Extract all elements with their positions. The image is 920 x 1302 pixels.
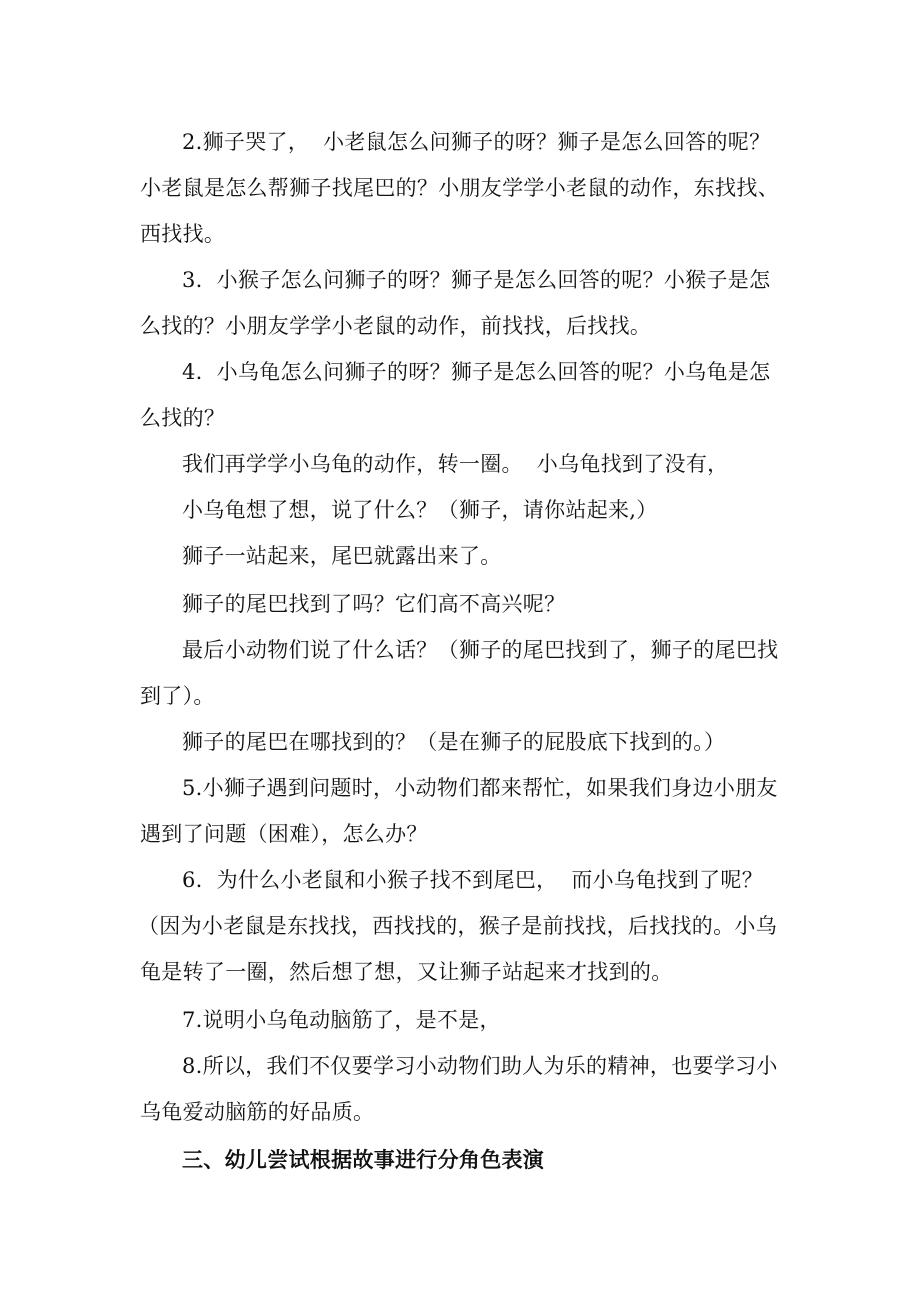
paragraph-line: 4. 小乌龟怎么问狮子的呀？狮子是怎么回答的呢？小乌龟是怎 — [182, 360, 771, 384]
paragraph-line: 狮子的尾巴在哪找到的？（是在狮子的屁股底下找到的。） — [182, 730, 726, 754]
paragraph-line: 3. 小猴子怎么问狮子的呀？狮子是怎么回答的呢？小猴子是怎 — [182, 268, 771, 292]
paragraph-line: 狮子一站起来，尾巴就露出来了。 — [182, 544, 502, 568]
paragraph-line: 最后小动物们说了什么话？（狮子的尾巴找到了，狮子的尾巴找 — [182, 638, 779, 662]
paragraph-line: 龟是转了一圈，然后想了想，又让狮子站起来才找到的。 — [140, 960, 673, 984]
paragraph-line: 7.说明小乌龟动脑筋了，是不是， — [182, 1008, 501, 1032]
paragraph-line: 2.狮子哭了， 小老鼠怎么问狮子的呀？狮子是怎么回答的呢？ — [182, 130, 771, 154]
section-heading: 三、幼儿尝试根据故事进行分角色表演 — [182, 1148, 545, 1172]
paragraph-line: （因为小老鼠是东找找，西找找的，猴子是前找找，后找找的。小乌 — [138, 914, 777, 938]
paragraph-line: 乌龟爱动脑筋的好品质。 — [140, 1100, 375, 1124]
paragraph-line: 么找的？小朋友学学小老鼠的动作，前找找，后找找。 — [140, 314, 652, 338]
paragraph-line: 我们再学学小乌龟的动作，转一圈。 小乌龟找到了没有， — [182, 452, 729, 476]
paragraph-line: 西找找。 — [140, 222, 226, 246]
paragraph-line: 6. 为什么小老鼠和小猴子找不到尾巴， 而小乌龟找到了呢？ — [182, 868, 764, 892]
paragraph-line: 8.所以，我们不仅要学习小动物们助人为乐的精神，也要学习小 — [182, 1054, 778, 1078]
paragraph-line: 遇到了问题（困难），怎么办？ — [140, 822, 428, 846]
paragraph-line: 狮子的尾巴找到了吗？它们高不高兴呢？ — [182, 592, 566, 616]
paragraph-line: 5.小狮子遇到问题时，小动物们都来帮忙，如果我们身边小朋友 — [182, 776, 778, 800]
paragraph-line: 到了）。 — [140, 684, 215, 708]
paragraph-line: 小乌龟想了想，说了什么？（狮子，请你站起来,） — [182, 498, 658, 522]
paragraph-line: 小老鼠是怎么帮狮子找尾巴的？小朋友学学小老鼠的动作，东找找、 — [140, 176, 779, 200]
paragraph-line: 么找的？ — [140, 406, 226, 430]
